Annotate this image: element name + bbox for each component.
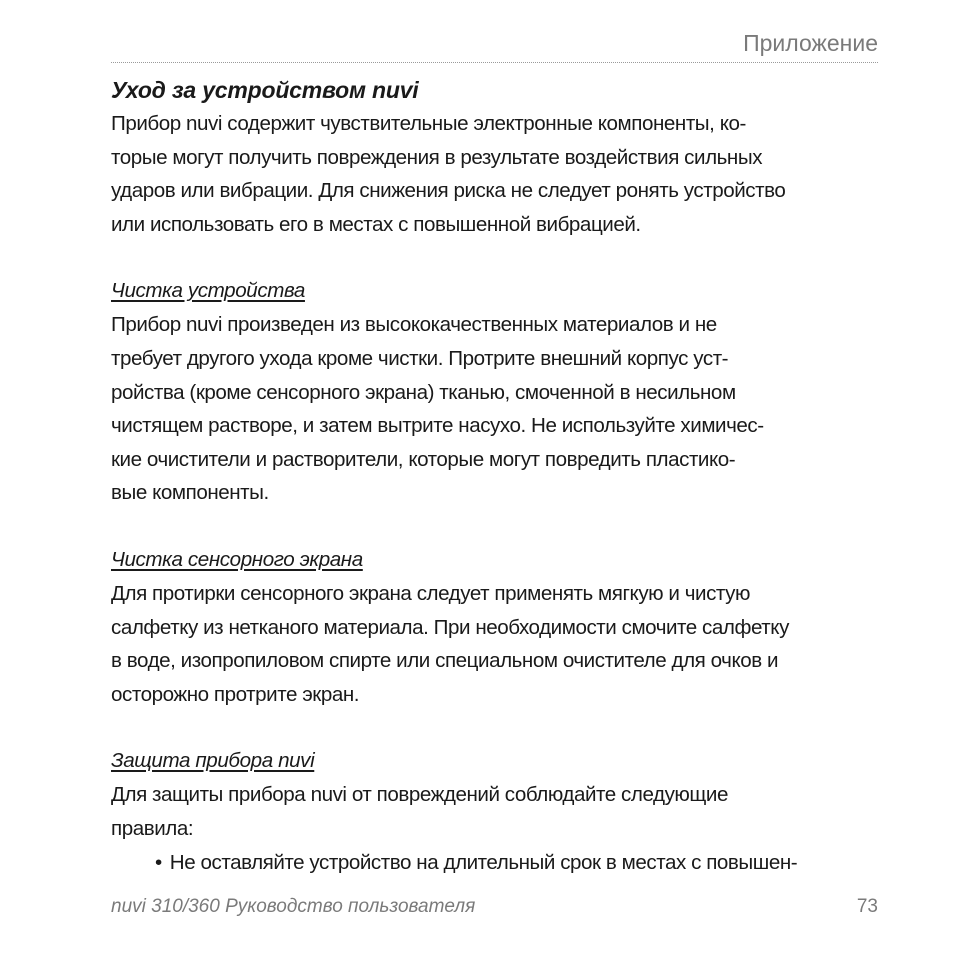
section-heading: Защита прибора nuvi bbox=[111, 749, 315, 773]
section-protecting-device bbox=[111, 744, 881, 879]
footer-manual-title: nuvi 310/360 Руководство пользователя bbox=[111, 896, 476, 917]
section-cleaning-touchscreen bbox=[111, 543, 881, 711]
page-title: Уход за устройством nuvi bbox=[111, 77, 419, 103]
page-number: 73 bbox=[856, 896, 878, 917]
bullet-list bbox=[111, 846, 881, 880]
page-header bbox=[111, 30, 878, 63]
header-section-title: Приложение bbox=[743, 30, 878, 56]
bullet-icon: • bbox=[155, 850, 162, 874]
list-item-text: Не оставляйте устройство на длительный срок в местах с повышен- bbox=[169, 850, 798, 874]
section-paragraph: Прибор nuvi произведен из высококачественных материалов и не требует другого ухода кроме чистки. Протрите внешний корпус уст- ройства (кроме сенсорного экрана) тканью, смоченной в несильном чистящем растворе, и затем вытрите насухо. Не используйте химичес- кие очистители и растворители, которые могут повредить пластико- вые компоненты. bbox=[111, 313, 764, 505]
list-item bbox=[155, 846, 881, 880]
page-content bbox=[111, 74, 881, 880]
section-cleaning-device bbox=[111, 274, 881, 510]
intro-paragraph: Прибор nuvi содержит чувствительные электронные компоненты, ко- торые могут получить повреждения в результате воздействия сильных ударов или вибрации. Для снижения риска не следует ронять устройство или использовать его в местах с повышенной вибрацией. bbox=[111, 112, 786, 236]
section-heading: Чистка устройства bbox=[111, 279, 305, 303]
section-heading: Чистка сенсорного экрана bbox=[111, 547, 363, 571]
section-paragraph: Для защиты прибора nuvi от повреждений соблюдайте следующие правила: bbox=[111, 783, 728, 840]
section-paragraph: Для протирки сенсорного экрана следует применять мягкую и чистую салфетку из нетканого материала. При необходимости смочите салфетку в воде, изопропиловом спирте или специальном очистителе для очков и осторожно протрите экран. bbox=[111, 581, 789, 706]
page-footer bbox=[111, 896, 878, 918]
